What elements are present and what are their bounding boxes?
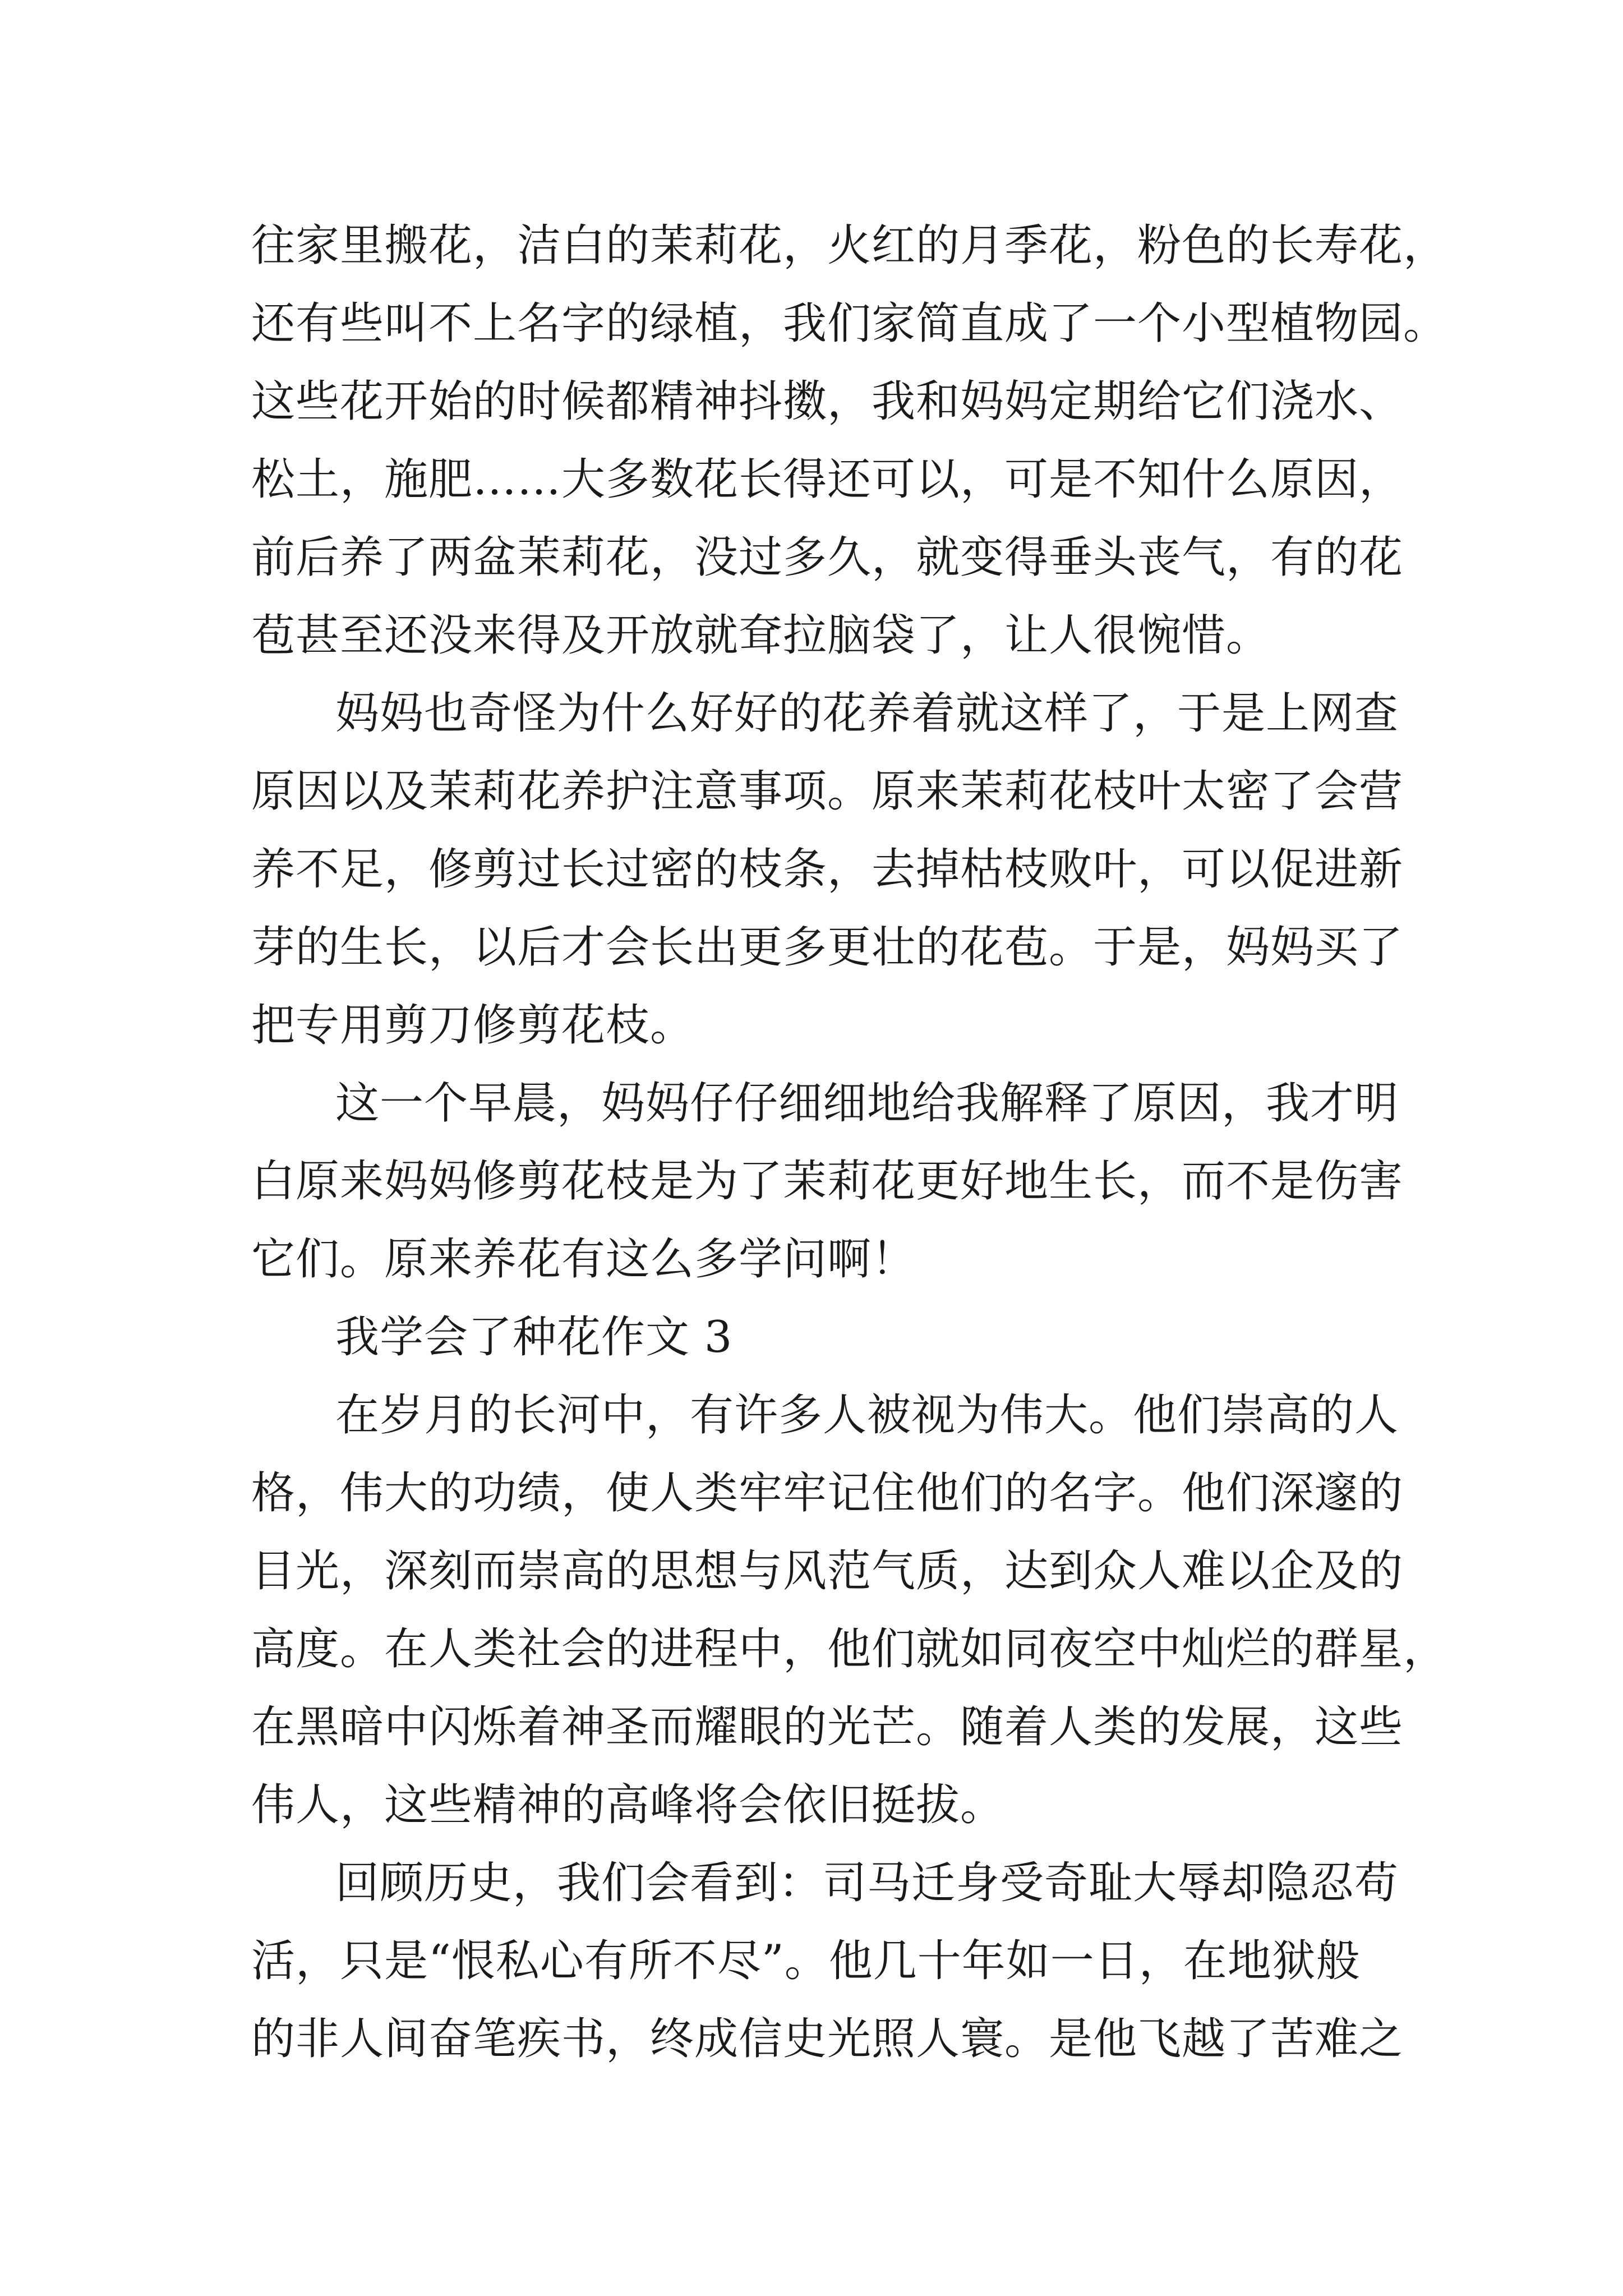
text-line: 在黑暗中闪烁着神圣而耀眼的光芒。随着人类的发展，这些 xyxy=(251,1702,1404,1752)
text-line: 养不足，修剪过长过密的枝条，去掉枯枝败叶，可以促进新 xyxy=(251,844,1404,895)
text-line: 松土，施肥……大多数花长得还可以，可是不知什么原因， xyxy=(251,454,1404,505)
text-line: 目光，深刻而崇高的思想与风范气质，达到众人难以企及的 xyxy=(251,1546,1404,1596)
text-line: 往家里搬花，洁白的茉莉花，火红的月季花，粉色的长寿花， xyxy=(251,220,1448,271)
text-line: 这些花开始的时候都精神抖擞，我和妈妈定期给它们浇水、 xyxy=(251,376,1404,427)
text-line: 苞甚至还没来得及开放就耷拉脑袋了，让人很惋惜。 xyxy=(251,610,1271,661)
paragraph-start-line: 这一个早晨，妈妈仔仔细细地给我解释了原因，我才明 xyxy=(335,1078,1399,1129)
text-line: 的非人间奋笔疾书，终成信史光照人寰。是他飞越了苦难之 xyxy=(251,2014,1404,2064)
text-line: 高度。在人类社会的进程中，他们就如同夜空中灿烂的群星， xyxy=(251,1624,1448,1674)
text-line: 它们。原来养花有这么多学问啊！ xyxy=(251,1234,916,1285)
text-line: 伟人，这些精神的高峰将会依旧挺拔。 xyxy=(251,1780,1005,1830)
text-line: 原因以及茉莉花养护注意事项。原来茉莉花枝叶太密了会营 xyxy=(251,766,1404,817)
text-line: 白原来妈妈修剪花枝是为了茉莉花更好地生长，而不是伤害 xyxy=(251,1156,1404,1207)
paragraph-start-line: 回顾历史，我们会看到：司马迁身受奇耻大辱却隐忍苟 xyxy=(335,1858,1399,1908)
text-line: 前后养了两盆茉莉花，没过多久，就变得垂头丧气，有的花 xyxy=(251,532,1404,583)
paragraph-start-line: 妈妈也奇怪为什么好好的花养着就这样了，于是上网查 xyxy=(335,688,1399,739)
text-line: 芽的生长，以后才会长出更多更壮的花苞。于是，妈妈买了 xyxy=(251,922,1404,973)
section-heading: 我学会了种花作文 3 xyxy=(335,1312,733,1363)
text-line: 还有些叫不上名字的绿植，我们家简直成了一个小型植物园。 xyxy=(251,298,1448,349)
paragraph-start-line: 在岁月的长河中，有许多人被视为伟大。他们崇高的人 xyxy=(335,1390,1399,1441)
text-line: 活，只是“恨私心有所不尽”。他几十年如一日，在地狱般 xyxy=(251,1936,1361,1986)
text-line: 格，伟大的功绩，使人类牢牢记住他们的名字。他们深邃的 xyxy=(251,1468,1404,1519)
text-line: 把专用剪刀修剪花枝。 xyxy=(251,1000,695,1051)
